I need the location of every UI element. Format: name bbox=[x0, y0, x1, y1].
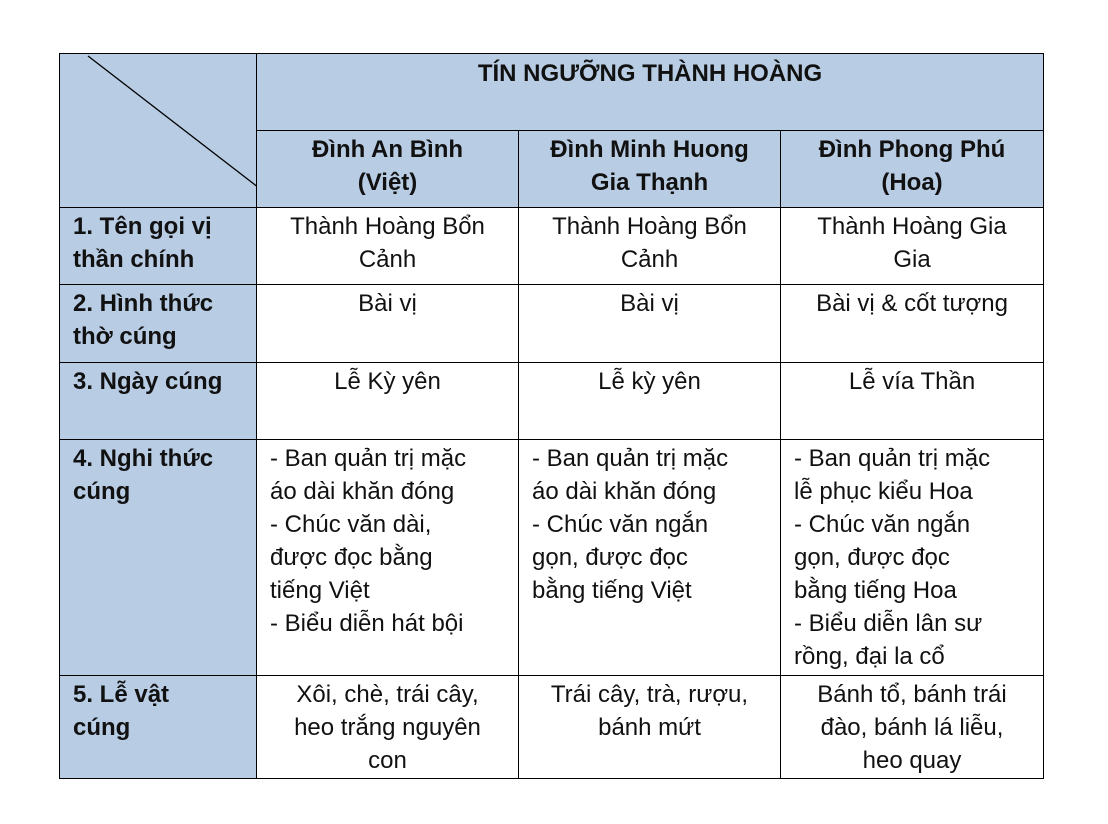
table-cell bbox=[519, 363, 781, 440]
cell-text: - Ban quản trị mặc áo dài khăn đóng - Chúc văn ngắn gọn, được đọc bằng tiếng Việt bbox=[532, 445, 729, 604]
row-label-text: 4. Nghi thức cúng bbox=[73, 445, 214, 505]
cell-text: Bánh tổ, bánh trái đào, bánh lá liễu, heo quay bbox=[817, 681, 1007, 774]
table-cell bbox=[519, 208, 781, 285]
row-label-ten-goi bbox=[60, 208, 257, 285]
cell-text: Lễ vía Thần bbox=[848, 368, 976, 395]
corner-cell bbox=[60, 54, 257, 208]
cell-text: Thành Hoàng Bổn Cảnh bbox=[290, 213, 485, 273]
cell-text: Bài vị & cốt tượng bbox=[816, 290, 1008, 317]
table-row bbox=[60, 208, 1044, 285]
cell-text: Lễ kỳ yên bbox=[598, 368, 701, 395]
column-header-minh-huong bbox=[519, 131, 781, 208]
table-cell bbox=[519, 440, 781, 676]
column-header-label: Đình Minh Huong Gia Thạnh bbox=[550, 136, 749, 196]
cell-text: Bài vị bbox=[358, 290, 417, 317]
table-cell bbox=[781, 363, 1044, 440]
table-row bbox=[60, 363, 1044, 440]
table-cell bbox=[781, 285, 1044, 363]
table-cell bbox=[257, 676, 519, 779]
table-cell bbox=[257, 208, 519, 285]
table-cell bbox=[257, 285, 519, 363]
table-title: TÍN NGƯỠNG THÀNH HOÀNG bbox=[257, 54, 1044, 131]
column-header-an-binh bbox=[257, 131, 519, 208]
diagonal-divider bbox=[60, 54, 257, 208]
cell-text: Trái cây, trà, rượu, bánh mứt bbox=[550, 681, 749, 741]
cell-text: Thành Hoàng Gia Gia bbox=[817, 213, 1007, 273]
table-cell bbox=[519, 285, 781, 363]
row-label-text: 3. Ngày cúng bbox=[73, 368, 223, 395]
title-row bbox=[60, 54, 1044, 131]
cell-text: Thành Hoàng Bổn Cảnh bbox=[552, 213, 747, 273]
row-label-ngay-cung bbox=[60, 363, 257, 440]
table-cell bbox=[257, 440, 519, 676]
table-row bbox=[60, 285, 1044, 363]
table-cell bbox=[781, 676, 1044, 779]
row-label-text: 5. Lễ vật cúng bbox=[73, 681, 170, 741]
row-label-text: 1. Tên gọi vị thần chính bbox=[73, 213, 212, 273]
row-label-le-vat bbox=[60, 676, 257, 779]
row-label-text: 2. Hình thức thờ cúng bbox=[73, 290, 214, 350]
table-cell bbox=[781, 208, 1044, 285]
cell-text: - Ban quản trị mặc áo dài khăn đóng - Chúc văn dài, được đọc bằng tiếng Việt - Biểu diễn hát bội bbox=[270, 445, 467, 637]
row-label-nghi-thuc bbox=[60, 440, 257, 676]
cell-text: - Ban quản trị mặc lễ phục kiểu Hoa - Chúc văn ngắn gọn, được đọc bằng tiếng Hoa - Biểu diễn lân sư rồng, đại la cổ bbox=[794, 445, 991, 670]
table-cell bbox=[257, 363, 519, 440]
comparison-table bbox=[59, 53, 1044, 779]
table-cell bbox=[781, 440, 1044, 676]
cell-text: Lễ Kỳ yên bbox=[334, 368, 441, 395]
cell-text: Bài vị bbox=[620, 290, 679, 317]
table-row bbox=[60, 440, 1044, 676]
row-label-hinh-thuc bbox=[60, 285, 257, 363]
column-header-label: Đình An Bình (Việt) bbox=[311, 136, 464, 196]
comparison-table-container bbox=[59, 53, 1043, 778]
cell-text: Xôi, chè, trái cây, heo trắng nguyên con bbox=[294, 681, 481, 774]
column-header-label: Đình Phong Phú (Hoa) bbox=[818, 136, 1006, 196]
column-header-phong-phu bbox=[781, 131, 1044, 208]
table-row bbox=[60, 676, 1044, 779]
table-cell bbox=[519, 676, 781, 779]
